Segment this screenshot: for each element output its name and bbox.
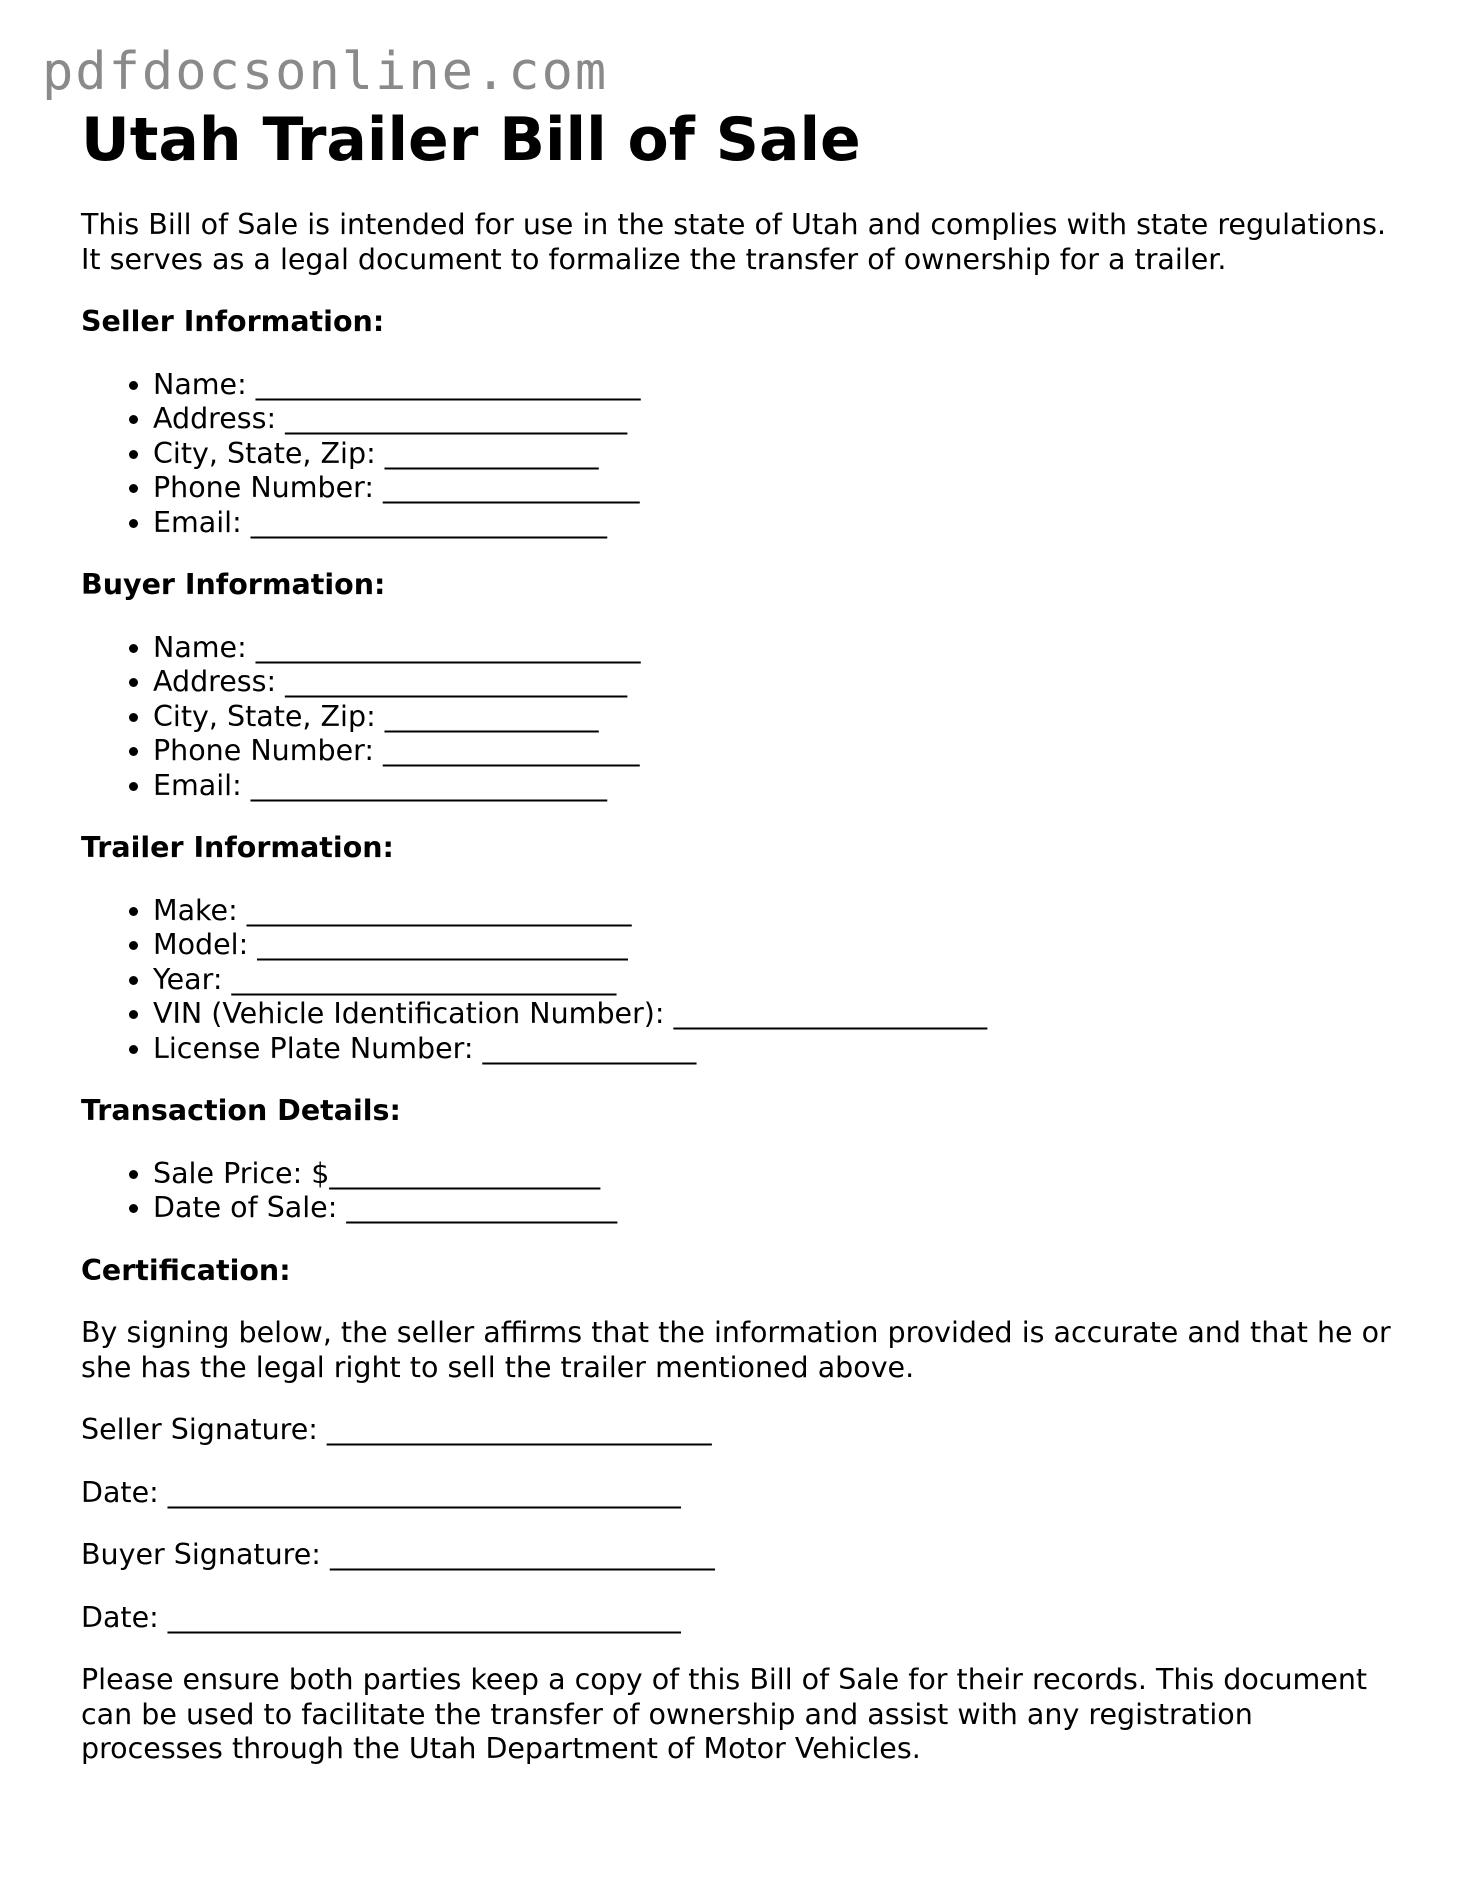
trailer-list (81, 894, 1401, 1067)
list-item: • Name: ___________________________ (153, 631, 1401, 666)
seller-date-line: Date: ____________________________________ (81, 1475, 681, 1509)
list-item: • City, State, Zip: _______________ (153, 700, 1401, 735)
list-item: • Sale Price: $___________________ (153, 1157, 1401, 1192)
list-item: • VIN (Vehicle Identification Number): ______________________ (153, 997, 1401, 1032)
seller-heading: Seller Information: (81, 305, 385, 338)
list-item: • Address: ________________________ (153, 665, 1401, 700)
buyer-heading: Buyer Information: (81, 568, 386, 601)
transaction-list (81, 1157, 1401, 1226)
trailer-heading: Trailer Information: (81, 831, 394, 864)
list-item: • Email: _________________________ (153, 506, 1401, 541)
list-item: • Phone Number: __________________ (153, 471, 1401, 506)
list-item: • Phone Number: __________________ (153, 734, 1401, 769)
list-item: • Model: __________________________ (153, 928, 1401, 963)
seller-signature-line: Seller Signature: ___________________________ (81, 1413, 712, 1446)
list-item: • Year: ___________________________ (153, 963, 1401, 998)
certification-heading: Certification: (81, 1253, 291, 1287)
intro-paragraph: This Bill of Sale is intended for use in the state of Utah and complies with state regulations. It serves as a legal document to formalize the transfer of ownership for a trailer. (81, 208, 1387, 276)
list-item: • City, State, Zip: _______________ (153, 437, 1401, 472)
document-body (81, 104, 1401, 1767)
footer-paragraph: Please ensure both parties keep a copy of this Bill of Sale for their records. This document can be used to facilitate the transfer of ownership and assist with any registration processes through the Utah Department of Motor Vehicles. (81, 1663, 1368, 1765)
buyer-signature-line: Buyer Signature: ___________________________ (81, 1538, 715, 1571)
list-item: • Address: ________________________ (153, 402, 1401, 437)
list-item: • Make: ___________________________ (153, 894, 1401, 929)
transaction-heading: Transaction Details: (81, 1094, 401, 1127)
buyer-date-line: Date: ____________________________________ (81, 1600, 681, 1634)
list-item: • Date of Sale: ___________________ (153, 1191, 1401, 1226)
watermark: pdfdocsonline.com (42, 42, 609, 102)
certification-text: By signing below, the seller affirms that the information provided is accurate and that he or she has the legal right to sell the trailer mentioned above. (81, 1316, 1391, 1384)
page-title: Utah Trailer Bill of Sale (81, 105, 861, 175)
buyer-list (81, 631, 1401, 804)
list-item: • License Plate Number: _______________ (153, 1032, 1401, 1067)
list-item: • Email: _________________________ (153, 769, 1401, 804)
list-item: • Name: ___________________________ (153, 368, 1401, 403)
seller-list (81, 368, 1401, 541)
